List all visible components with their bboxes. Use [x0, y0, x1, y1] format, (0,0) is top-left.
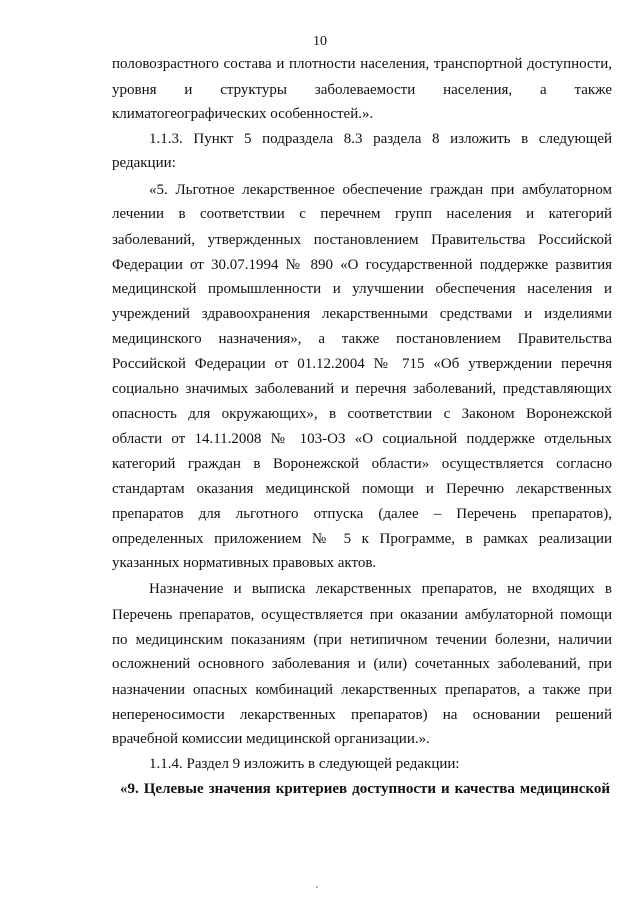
text-line: Федерации от 30.07.1994 № 890 «О государственной поддержке развития	[112, 257, 612, 273]
section-9-heading: «9. Целевые значения критериев доступности и качества медицинской	[120, 781, 610, 797]
text-line: уровня и структуры заболеваемости населения, а также	[112, 82, 612, 98]
text-line: назначении опасных комбинаций лекарственных препаратов, а также при	[112, 682, 612, 698]
text-line: половозрастного состава и плотности населения, транспортной доступности,	[112, 56, 612, 72]
text-line: медицинского назначения», а также постановлением Правительства	[112, 331, 612, 347]
text-line: Назначение и выписка лекарственных препаратов, не входящих в	[149, 581, 612, 597]
text-line: области от 14.11.2008 № 103-ОЗ «О социальной поддержке отдельных	[112, 431, 612, 447]
text-line: заболеваний, утвержденных постановлением Правительства Российской	[112, 232, 612, 248]
text-line: лечении в соответствии с перечнем групп населения и категорий	[112, 206, 612, 222]
text-line: учреждений здравоохранения лекарственными средствами и изделиями	[112, 306, 612, 322]
text-line: социально значимых заболеваний и перечня заболеваний, представляющих	[112, 381, 612, 397]
text-line: врачебной комиссии медицинской организации.».	[112, 731, 430, 747]
text-line: стандартам оказания медицинской помощи и Перечню лекарственных	[112, 481, 612, 497]
text-line: климатогеографических особенностей.».	[112, 106, 374, 122]
text-line: определенных приложением № 5 к Программе, в рамках реализации	[112, 531, 612, 547]
text-line: непереносимости лекарственных препаратов) на основании решений	[112, 707, 612, 723]
page-number: 10	[313, 34, 327, 49]
clause-1-1-3-line: 1.1.3. Пункт 5 подраздела 8.3 раздела 8 изложить в следующей	[149, 131, 612, 147]
text-line: редакции:	[112, 155, 176, 171]
text-line: препаратов для льготного отпуска (далее – Перечень препаратов),	[112, 506, 612, 522]
text-line: «5. Льготное лекарственное обеспечение граждан при амбулаторном	[149, 182, 612, 198]
text-line: осложнений основного заболевания и (или) сочетанных заболеваний, при	[112, 656, 612, 672]
clause-1-1-4-line: 1.1.4. Раздел 9 изложить в следующей редакции:	[149, 756, 460, 772]
text-line: Перечень препаратов, осуществляется при оказании амбулаторной помощи	[112, 607, 612, 623]
text-line: опасность для окружающих», в соответствии с Законом Воронежской	[112, 406, 612, 422]
text-line: по медицинским показаниям (при нетипичном течении болезни, наличии	[112, 632, 612, 648]
text-line: Российской Федерации от 01.12.2004 № 715 «Об утверждении перечня	[112, 356, 612, 372]
text-line: категорий граждан в Воронежской области» осуществляется согласно	[112, 456, 612, 472]
text-line: указанных нормативных правовых актов.	[112, 555, 377, 571]
scan-dot	[316, 886, 318, 888]
text-line: медицинской промышленности и улучшении обеспечения населения и	[112, 281, 612, 297]
